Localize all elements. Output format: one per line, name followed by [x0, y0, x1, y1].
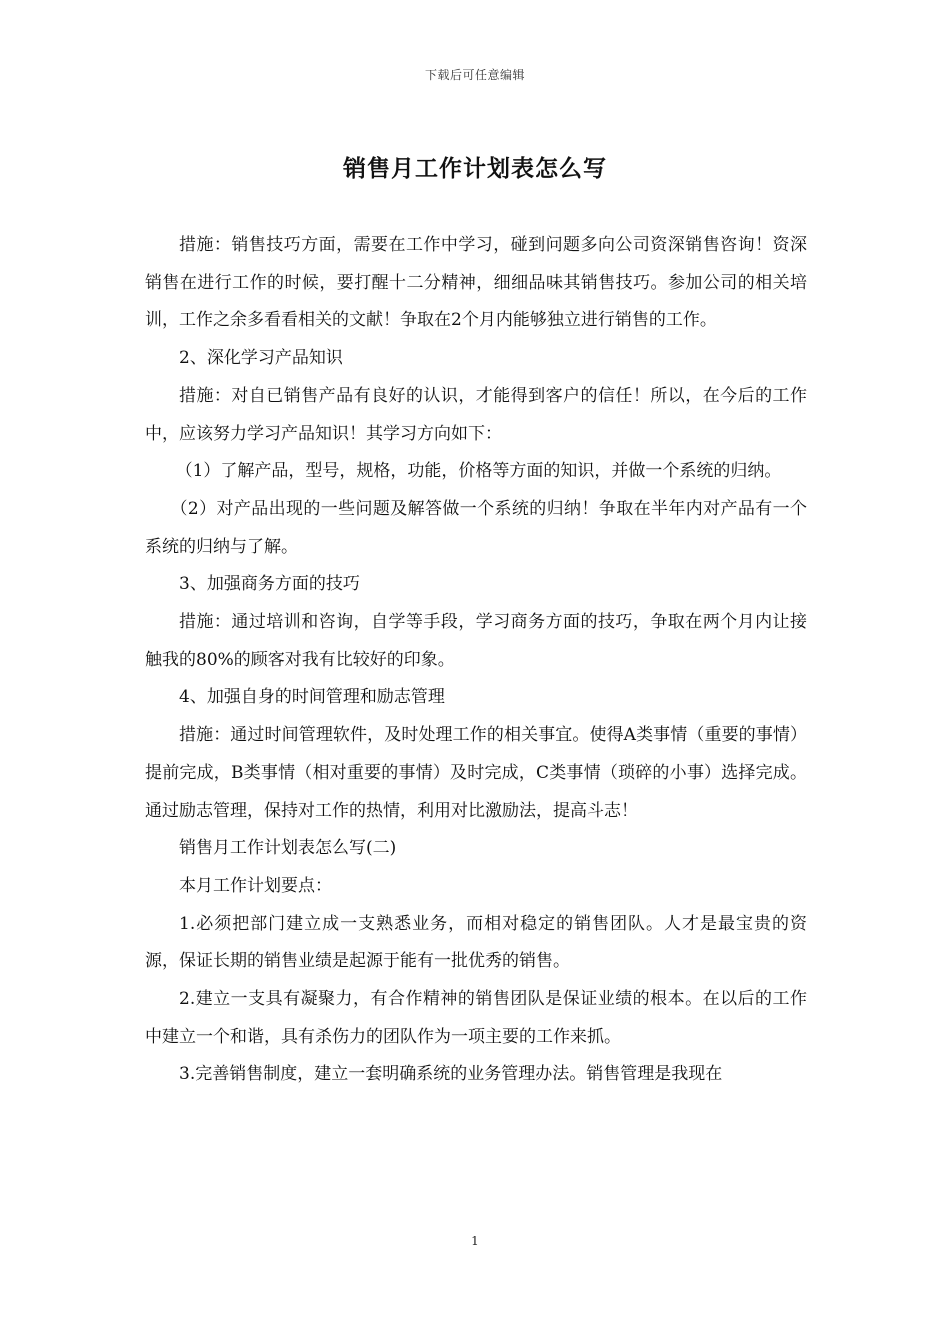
document-body	[145, 227, 807, 1094]
list-item-sales-system: 3.完善销售制度，建立一套明确系统的业务管理办法。销售管理是我现在	[179, 1064, 723, 1085]
section-heading-time-management: 4、加强自身的时间管理和励志管理	[179, 687, 445, 708]
paragraph-measure-sales-skills: 措施：销售技巧方面，需要在工作中学习，碰到问题多向公司资深销售咨询！资深销售在进行工作的时候，要打醒十二分精神，细细品味其销售技巧。参加公司的相关培训，工作之余多看看相关的文献！争取在2个月内能够独立进行销售的工作。	[145, 235, 807, 331]
paragraph-measure-business-skills: 措施：通过培训和咨询，自学等手段，学习商务方面的技巧，争取在两个月内让接触我的80%的顾客对我有比较好的印象。	[145, 612, 807, 670]
paragraph-monthly-plan-intro: 本月工作计划要点：	[179, 875, 332, 896]
list-item-product-issues: （2）对产品出现的一些问题及解答做一个系统的归纳！争取在半年内对产品有一个系统的归纳与了解。	[145, 498, 807, 557]
paragraph-measure-time-management: 措施：通过时间管理软件，及时处理工作的相关事宜。使得A类事情（重要的事情）提前完成，B类事情（相对重要的事情）及时完成，C类事情（琐碎的小事）选择完成。通过励志管理，保持对工作的热情，利用对比激励法，提高斗志！	[145, 725, 807, 821]
section-heading-part-two: 销售月工作计划表怎么写(二)	[179, 838, 397, 859]
list-item-understand-products: （1）了解产品，型号，规格，功能，价格等方面的知识，并做一个系统的归纳。	[175, 461, 782, 482]
list-item-cohesive-team: 2.建立一支具有凝聚力，有合作精神的销售团队是保证业绩的根本。在以后的工作中建立一个和谐，具有杀伤力的团队作为一项主要的工作来抓。	[145, 989, 807, 1047]
section-heading-product-knowledge: 2、深化学习产品知识	[179, 348, 343, 369]
list-item-build-team: 1.必须把部门建立成一支熟悉业务，而相对稳定的销售团队。人才是最宝贵的资源，保证长期的销售业绩是起源于能有一批优秀的销售。	[145, 913, 807, 972]
header-note: 下载后可任意编辑	[424, 68, 525, 82]
paragraph-measure-product-knowledge: 措施：对自已销售产品有良好的认识，才能得到客户的信任！所以，在今后的工作中，应该努力学习产品知识！其学习方向如下：	[145, 385, 807, 444]
document-title: 销售月工作计划表怎么写	[343, 155, 607, 182]
page-number: 1	[471, 1234, 479, 1248]
section-heading-business-skills: 3、加强商务方面的技巧	[179, 574, 360, 595]
